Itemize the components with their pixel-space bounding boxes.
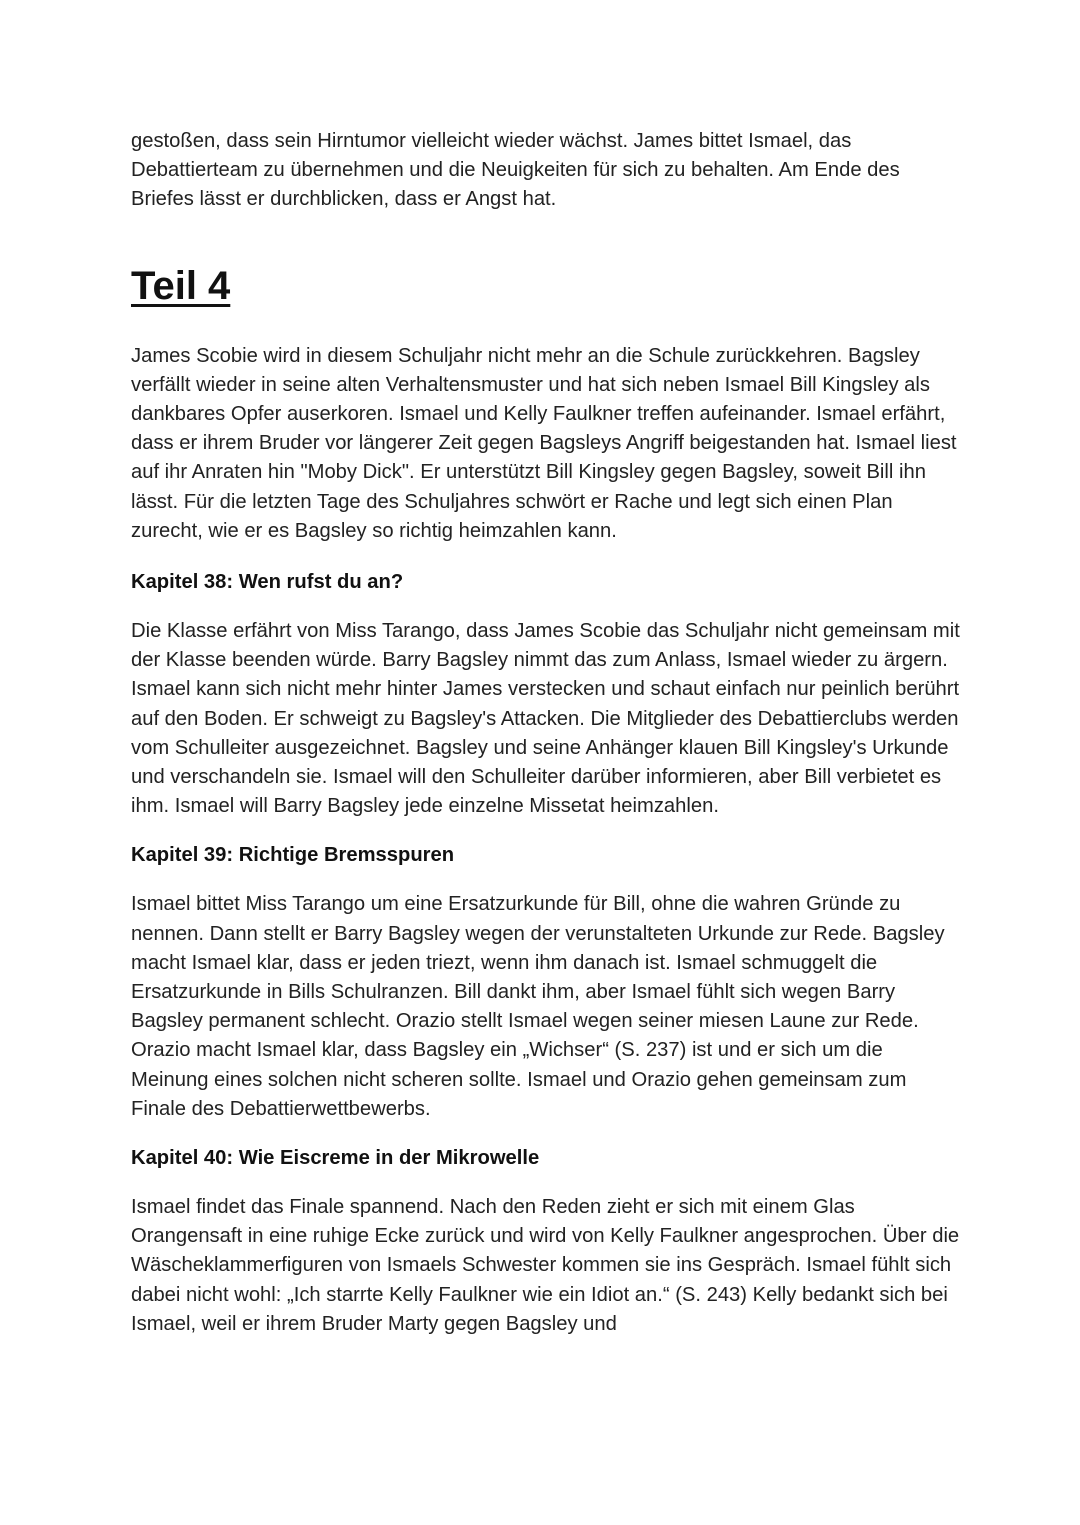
chapter-heading: Kapitel 40: Wie Eiscreme in der Mikrowelle <box>131 1147 540 1170</box>
chapter-text: Ismael bittet Miss Tarango um eine Ersatzurkunde für Bill, ohne die wahren Gründe zu nennen. Dann stellt er Barry Bagsley wegen der verunstalteten Urkunde zur Rede. Bagsley macht Ismael klar, dass er jeden triezt, wenn ihm danach ist. Ismael schmuggelt die Ersatzurkunde in Bills Schulranzen. Bill dankt ihm, aber Ismael fühlt sich wegen Barry Bagsley permanent schlecht. Orazio stellt Ismael wegen seiner miesen Laune zur Rede. Orazio macht Ismael klar, dass Bagsley ein „Wichser“ (S. 237) ist und er sich um die Meinung eines solchen nicht scheren sollte. Ismael und Orazio gehen gemeinsam zum Finale des Debattierwettbewerbs. <box>131 893 945 1120</box>
section-title: Teil 4 <box>131 263 231 308</box>
chapter-heading: Kapitel 39: Richtige Bremsspuren <box>131 844 455 867</box>
chapter-heading: Kapitel 38: Wen rufst du an? <box>131 571 404 594</box>
section-summary: James Scobie wird in diesem Schuljahr nicht mehr an die Schule zurückkehren. Bagsley verfällt wieder in seine alten Verhaltensmuster und hat sich neben Ismael Bill Kingsley als dankbares Opfer auserkoren. Ismael und Kelly Faulkner treffen aufeinander. Ismael erfährt, dass er ihrem Bruder vor längerer Zeit gegen Bagsleys Angriff beigestanden hat. Ismael liest auf ihr Anraten hin "Moby Dick". Er unterstützt Bill Kingsley gegen Bagsley, soweit Bill ihn lässt. Für die letzten Tage des Schuljahres schwört er Rache und legt sich einen Plan zurecht, wie er es Bagsley so richtig heimzahlen kann. <box>131 344 957 542</box>
intro-paragraph: gestoßen, dass sein Hirntumor vielleicht wieder wächst. James bittet Ismael, das Debattierteam zu übernehmen und die Neuigkeiten für sich zu behalten. Am Ende des Briefes lässt er durchblicken, dass er Angst hat. <box>131 130 900 211</box>
document-page <box>131 127 961 1359</box>
chapter-text: Ismael findet das Finale spannend. Nach den Reden zieht er sich mit einem Glas Orangensaft in eine ruhige Ecke zurück und wird von Kelly Faulkner angesprochen. Über die Wäscheklammerfiguren von Ismaels Schwester kommen sie ins Gespräch. Ismael fühlt sich dabei nicht wohl: „Ich starrte Kelly Faulkner wie ein Idiot an.“ (S. 243) Kelly bedankt sich bei Ismael, weil er ihrem Bruder Marty gegen Bagsley und <box>131 1196 960 1335</box>
chapter-text: Die Klasse erfährt von Miss Tarango, dass James Scobie das Schuljahr nicht gemeinsam mit der Klasse beenden würde. Barry Bagsley nimmt das zum Anlass, Ismael wieder zu ärgern. Ismael kann sich nicht mehr hinter James verstecken und schaut einfach nur peinlich berührt auf den Boden. Er schweigt zu Bagsley's Attacken. Die Mitglieder des Debattierclubs werden vom Schulleiter ausgezeichnet. Bagsley und seine Anhänger klauen Bill Kingsley's Urkunde und verschandeln sie. Ismael will den Schulleiter darüber informieren, aber Bill verbietet es ihm. Ismael will Barry Bagsley jede einzelne Missetat heimzahlen. <box>131 620 960 818</box>
